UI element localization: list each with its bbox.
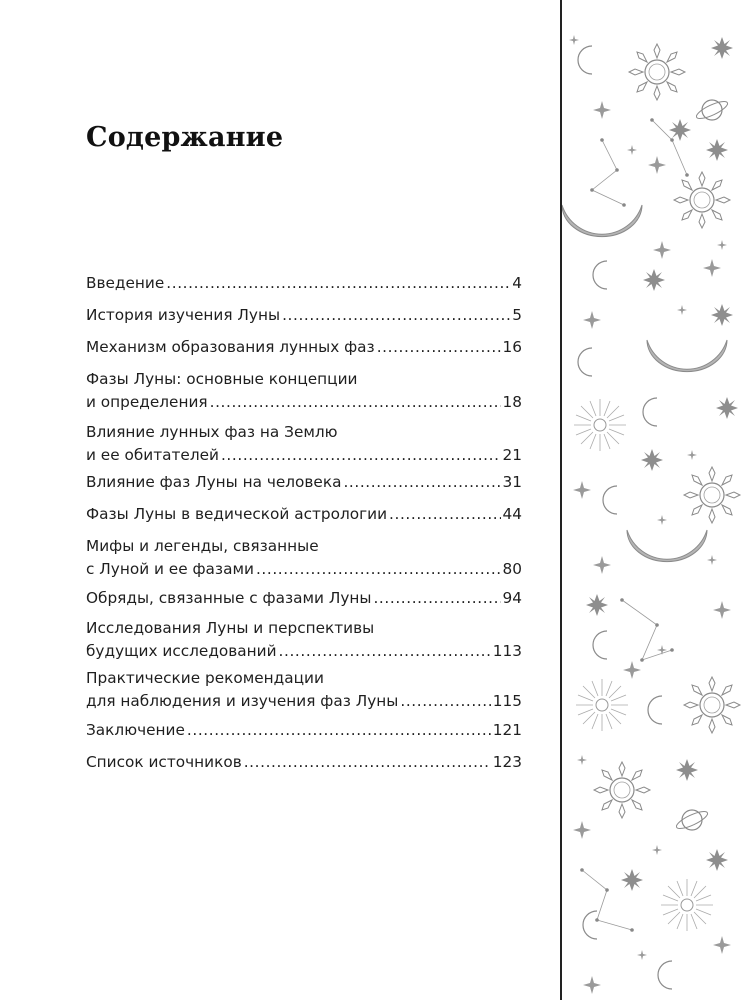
toc-entry-title: Обряды, связанные с фазами Луны bbox=[86, 589, 372, 607]
toc-entry-earth bbox=[86, 421, 522, 467]
toc-entry-title: Введение bbox=[86, 274, 165, 292]
dot-leader bbox=[282, 304, 510, 327]
dot-leader bbox=[256, 558, 501, 581]
dot-leader bbox=[343, 471, 500, 494]
toc-entry-rituals bbox=[86, 587, 522, 610]
constellation-lines-icon bbox=[582, 120, 687, 930]
celestial-ornament-panel bbox=[562, 0, 743, 1000]
toc-entry-mechanism bbox=[86, 336, 522, 359]
toc-entry-title: Мифы и легенды, связанные bbox=[86, 537, 319, 555]
toc-entry-title: Исследования Луны и перспективы bbox=[86, 619, 375, 637]
toc-entry-human bbox=[86, 471, 522, 494]
toc-entry-research bbox=[86, 617, 522, 663]
toc-entry-practical bbox=[86, 667, 522, 713]
dot-leader bbox=[279, 640, 491, 663]
toc-entry-conclusion bbox=[86, 719, 522, 742]
dot-leader bbox=[244, 751, 491, 774]
ornament-stars-icon bbox=[562, 35, 740, 994]
page-title: Содержание bbox=[86, 122, 284, 153]
toc-page-number: 44 bbox=[502, 505, 522, 523]
toc-entry-title: Влияние лунных фаз на Землю bbox=[86, 423, 338, 441]
dot-leader bbox=[400, 690, 490, 713]
toc-entry-title: Фазы Луны в ведической астрологии bbox=[86, 505, 388, 523]
dot-leader bbox=[221, 444, 501, 467]
toc-entry-sources bbox=[86, 751, 522, 774]
toc-page-number: 21 bbox=[502, 446, 522, 464]
toc-page-number: 18 bbox=[502, 393, 522, 411]
toc-entry-title-cont: с Луной и ее фазами bbox=[86, 560, 254, 578]
toc-page-number: 80 bbox=[502, 560, 522, 578]
toc-page-number: 113 bbox=[492, 642, 522, 660]
toc-page-number: 123 bbox=[492, 753, 522, 771]
toc-entry-title: Фазы Луны: основные концепции bbox=[86, 370, 358, 388]
toc-page-number: 115 bbox=[492, 692, 522, 710]
toc-entry-title-cont: и ее обитателей bbox=[86, 446, 219, 464]
toc-entry-history bbox=[86, 304, 522, 327]
toc-entry-concepts bbox=[86, 368, 522, 414]
toc-entry-vedic bbox=[86, 503, 522, 526]
toc-page-number: 31 bbox=[502, 473, 522, 491]
dot-leader bbox=[210, 391, 501, 414]
toc-page-number: 121 bbox=[492, 721, 522, 739]
dot-leader bbox=[187, 719, 491, 742]
toc-entry-title: Влияние фаз Луны на человека bbox=[86, 473, 342, 491]
dot-leader bbox=[389, 503, 501, 526]
toc-entry-title: Практические рекомендации bbox=[86, 669, 324, 687]
toc-page-number: 16 bbox=[502, 338, 522, 356]
toc-entry-title: История изучения Луны bbox=[86, 306, 281, 324]
dot-leader bbox=[166, 272, 510, 295]
toc-page-number: 4 bbox=[512, 274, 522, 292]
toc-page-number: 5 bbox=[512, 306, 522, 324]
dot-leader bbox=[377, 336, 501, 359]
toc-page-number: 94 bbox=[502, 589, 522, 607]
toc-entry-intro bbox=[86, 272, 522, 295]
dot-leader bbox=[373, 587, 500, 610]
toc-entry-title-cont: и определения bbox=[86, 393, 208, 411]
toc-entry-title-cont: для наблюдения и изучения фаз Луны bbox=[86, 692, 399, 710]
toc-entry-title: Заключение bbox=[86, 721, 185, 739]
toc-entry-title-cont: будущих исследований bbox=[86, 642, 277, 660]
toc-entry-title: Список источников bbox=[86, 753, 242, 771]
toc-entry-title: Механизм образования лунных фаз bbox=[86, 338, 375, 356]
toc-entry-myths bbox=[86, 535, 522, 581]
